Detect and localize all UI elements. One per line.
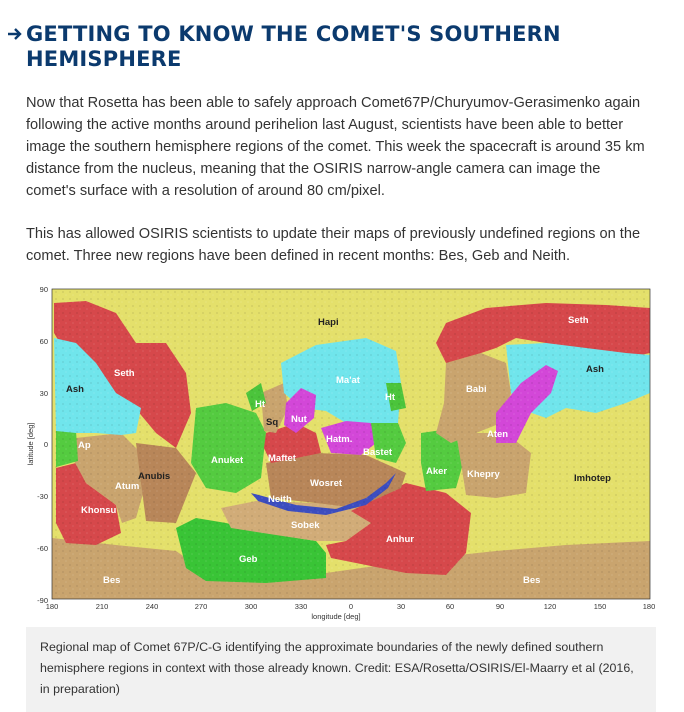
x-tick-label: 90 [495,602,505,611]
region-label-ap: Ap [78,440,91,451]
region-label-anubis: Anubis [138,471,171,482]
region-label-bes-right: Bes [523,575,541,586]
y-tick-label: 90 [39,285,48,294]
x-tick-label: 30 [396,602,406,611]
y-ticks [37,285,48,605]
x-tick-label: 240 [145,602,159,611]
x-tick-label: 300 [244,602,258,611]
y-tick-label: -30 [37,492,48,501]
region-label-hapi: Hapi [318,317,339,328]
region-label-ash-left: Ash [66,384,84,395]
region-label-bes-left: Bes [103,575,121,586]
region-label-geb: Geb [239,554,258,565]
region-label-maat: Ma'at [336,375,360,386]
region-label-wosret: Wosret [310,478,343,489]
body-paragraph-1: Now that Rosetta has been able to safely approach Comet67P/Churyumov-Gerasimenko again following the active months around perihelion last August, scientists have been able to better image the southern hemisphere regions of the comet. This week the spacecraft is around 35 km distance from the nucleus, meaning that the OSIRIS narrow-angle camera can image the comet's surface with a resolution of around 80 cm/pixel. [26,95,645,199]
region-label-ht-right: Ht [385,392,396,403]
region-label-bastet: Bastet [363,447,393,458]
region-label-ht-left: Ht [255,399,266,410]
region-label-neith: Neith [268,494,292,505]
region-label-sobek: Sobek [291,520,320,531]
caption-text: Regional map of Comet 67P/C-G identifying the approximate boundaries of the newly defined southern hemisphere regions in context with those already known. Credit: ESA/Rosetta/OSIRIS/El-Maarry et al (2016, in preparation) [40,640,634,696]
region-label-anhur: Anhur [386,534,414,545]
region-label-sq: Sq [266,417,279,428]
region-label-babi: Babi [466,384,487,395]
y-tick-label: -90 [37,596,48,605]
x-tick-label: 60 [445,602,455,611]
arrow-right-icon [6,25,24,43]
figure-caption [26,627,656,712]
region-label-seth-right: Seth [568,315,589,326]
region-label-ash-right: Ash [586,364,604,375]
region-label-khonsu: Khonsu [81,505,117,516]
body-paragraph-2: This has allowed OSIRIS scientists to update their maps of previously undefined regions on the comet. Three new regions have been defined in recent months: Bes, Geb and Neith. [26,226,641,264]
x-tick-label: 270 [194,602,208,611]
x-tick-label: 210 [95,602,109,611]
region-label-maftet: Maftet [268,453,296,464]
region-label-nut: Nut [291,414,307,425]
region-label-hatm: Hatm. [326,434,353,445]
region-label-seth-left: Seth [114,368,135,379]
region-label-khepry: Khepry [467,469,500,480]
article-title: GETTING TO KNOW THE COMET'S SOUTHERN HEMISPHERE [26,22,561,71]
region-label-atum: Atum [115,481,140,492]
x-tick-label: 0 [348,602,354,611]
x-tick-label: 180 [642,602,656,611]
x-tick-label: 150 [593,602,607,611]
y-tick-label: 30 [39,389,48,398]
y-axis-label: latitude [deg] [26,422,35,466]
x-tick-label: 180 [45,602,59,611]
article-heading [6,22,666,72]
region-label-imhotep: Imhotep [574,473,611,484]
region-label-aker: Aker [426,466,448,477]
y-tick-label: -60 [37,544,48,553]
x-tick-label: 120 [543,602,557,611]
comet-region-map [26,283,658,621]
region-label-aten: Aten [487,429,509,440]
x-axis-label: longitude [deg] [311,612,361,621]
y-tick-label: 0 [43,440,48,449]
x-ticks [46,602,656,611]
region-label-anuket: Anuket [211,455,244,466]
x-tick-label: 330 [294,602,308,611]
y-tick-label: 60 [39,337,48,346]
